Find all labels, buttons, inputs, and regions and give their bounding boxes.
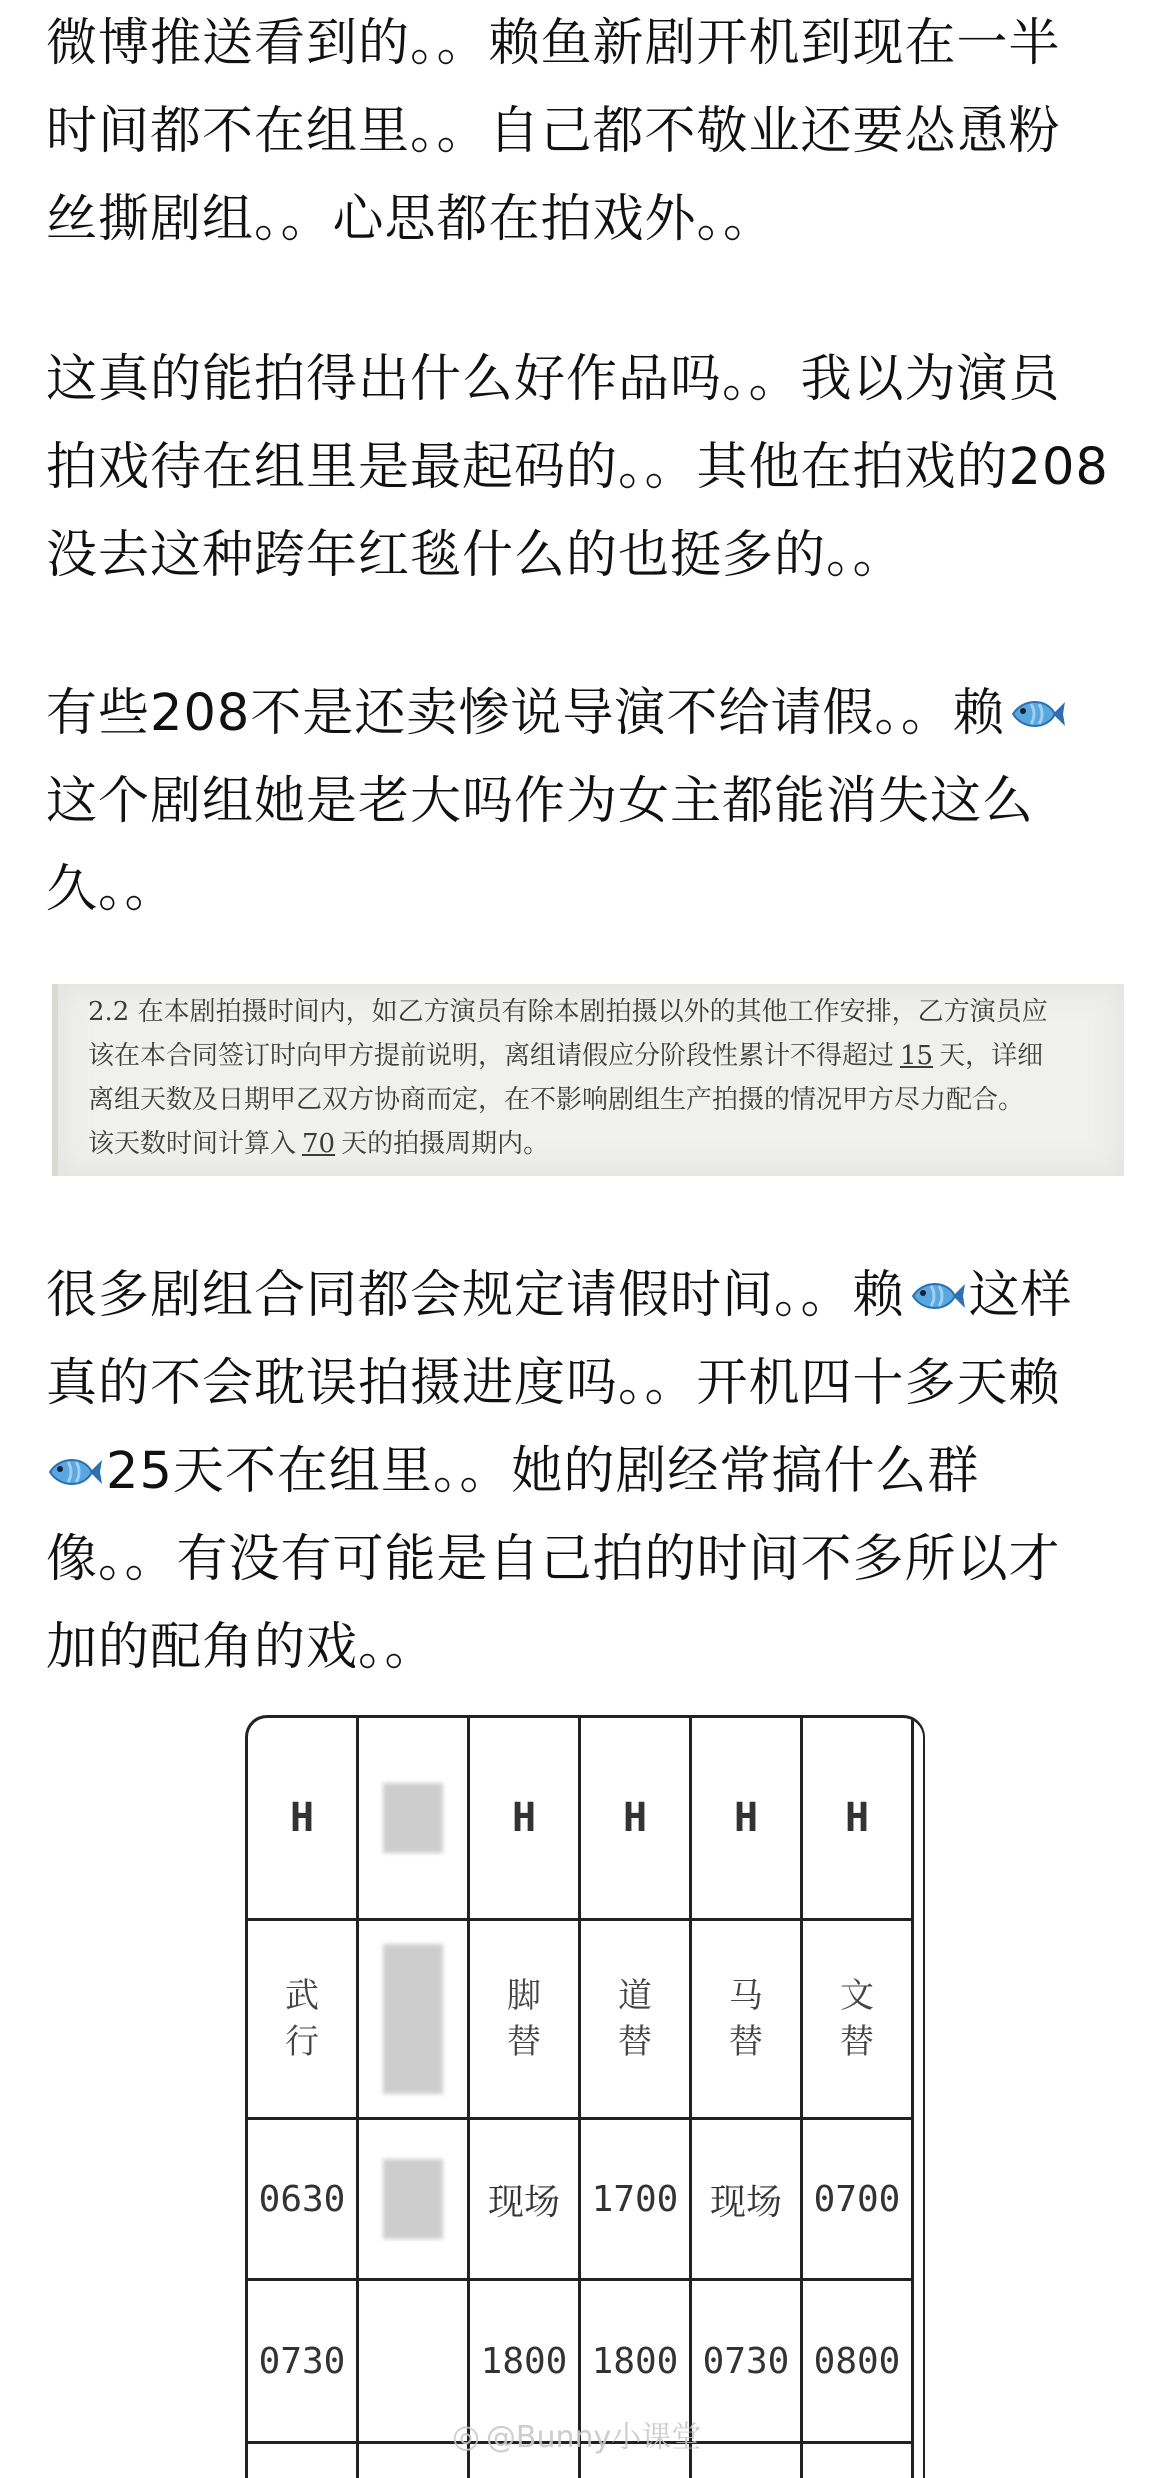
table-cell: [580, 1920, 691, 2119]
contract-text: 天的拍摄周期内。: [341, 1129, 549, 1159]
text-span: 25天不在组里。。她的剧经常搞什么群: [106, 1442, 979, 1501]
text-span: 有些208不是还卖惨说导演不给请假。。赖: [46, 684, 1005, 743]
schedule-table: [245, 1715, 914, 2478]
text-line: 久。。: [46, 846, 1136, 934]
text-line: 加的配角的戏。。: [46, 1604, 1136, 1692]
cell-text: 行: [285, 2022, 319, 2062]
cell-text: 道: [618, 1976, 652, 2016]
contract-text: 该天数时间计算入: [88, 1129, 296, 1159]
table-cell: H: [580, 1717, 691, 1920]
table-cell: 1800: [580, 2280, 691, 2443]
table-cell: 1700: [580, 2119, 691, 2280]
cell-text: 马: [729, 1976, 763, 2016]
contract-line: 2.2 在本剧拍摄时间内，如乙方演员有除本剧拍摄以外的其他工作安排，乙方演员应: [88, 990, 1124, 1034]
cell-text: 替: [507, 2022, 541, 2062]
cycle-days-value: 70: [296, 1129, 341, 1159]
text-line: 没去这种跨年红毯什么的也挺多的。。: [46, 512, 1136, 600]
watermark-text: @Bunny小课堂: [486, 2420, 701, 2455]
text-line: 这真的能拍得出什么好作品吗。。我以为演员: [46, 336, 1136, 424]
cell-text: 替: [618, 2022, 652, 2062]
text-line: 丝撕剧组。。心思都在拍戏外。。: [46, 176, 1136, 264]
text-span: 这样: [969, 1266, 1073, 1325]
text-line: [46, 670, 1136, 758]
table-cell: 现场: [691, 2119, 802, 2280]
table-cell: 0800: [802, 2280, 913, 2443]
fish-emoji-icon: [46, 1452, 102, 1492]
text-line: 真的不会耽误拍摄进度吗。。开机四十多天赖: [46, 1340, 1136, 1428]
schedule-table-image: [245, 1715, 925, 2478]
table-row: [247, 1717, 913, 1920]
text-span: 很多剧组合同都会规定请假时间。。赖: [46, 1266, 905, 1325]
table-row: [247, 2119, 913, 2280]
text-line: 像。。有没有可能是自己拍的时间不多所以才: [46, 1516, 1136, 1604]
cell-text: 替: [729, 2022, 763, 2062]
contract-text: 该在本合同签订时向甲方提前说明，离组请假应分阶段性累计不得超过: [88, 1041, 894, 1071]
post-paragraph-4: [46, 1252, 1136, 1692]
table-cell: 现场: [469, 2119, 580, 2280]
table-cell: [247, 1920, 358, 2119]
table-cell: H: [247, 1717, 358, 1920]
table-cell: [469, 1920, 580, 2119]
text-line: 微博推送看到的。。赖鱼新剧开机到现在一半: [46, 0, 1136, 88]
table-cell: [691, 1920, 802, 2119]
fish-emoji-icon: [909, 1276, 965, 1316]
table-cell: H: [802, 1717, 913, 1920]
contract-text: 天，详细: [939, 1041, 1043, 1071]
post-paragraph-3: [46, 670, 1136, 934]
blurred-cell: [358, 1717, 469, 1920]
text-line: [46, 1428, 1136, 1516]
table-cell: 0730: [247, 2280, 358, 2443]
table-cell: [691, 2443, 802, 2478]
table-cell: 0700: [802, 2119, 913, 2280]
leave-days-value: 15: [894, 1041, 939, 1071]
weibo-watermark: [452, 2412, 701, 2456]
table-cell: 0730: [691, 2280, 802, 2443]
cell-text: 脚: [507, 1976, 541, 2016]
blurred-cell: [358, 1920, 469, 2119]
blurred-cell: [358, 2119, 469, 2280]
cell-text: 文: [840, 1976, 874, 2016]
table-row: [247, 1920, 913, 2119]
cell-text: 武: [285, 1976, 319, 2016]
contract-line: [88, 1034, 1124, 1078]
contract-excerpt-image: [52, 984, 1124, 1176]
text-line: 这个剧组她是老大吗作为女主都能消失这么: [46, 758, 1136, 846]
table-cell: H: [469, 1717, 580, 1920]
table-cell: 0630: [247, 2119, 358, 2280]
text-line: [46, 1252, 1136, 1340]
table-cell: 1800: [469, 2280, 580, 2443]
contract-line: [88, 1122, 1124, 1166]
fish-emoji-icon: [1009, 694, 1065, 734]
table-cell: [802, 1920, 913, 2119]
cell-text: 替: [840, 2022, 874, 2062]
post-paragraph-1: [46, 0, 1136, 264]
text-line: 拍戏待在组里是最起码的。。其他在拍戏的208: [46, 424, 1136, 512]
table-cell: [802, 2443, 913, 2478]
text-line: 时间都不在组里。。自己都不敬业还要怂恿粉: [46, 88, 1136, 176]
table-cell: H: [691, 1717, 802, 1920]
table-cell: [247, 2443, 358, 2478]
post-paragraph-2: [46, 336, 1136, 600]
contract-line: 离组天数及日期甲乙双方协商而定，在不影响剧组生产拍摄的情况甲方尽力配合。: [88, 1078, 1124, 1122]
weibo-logo-icon: ◎: [452, 2417, 480, 2455]
